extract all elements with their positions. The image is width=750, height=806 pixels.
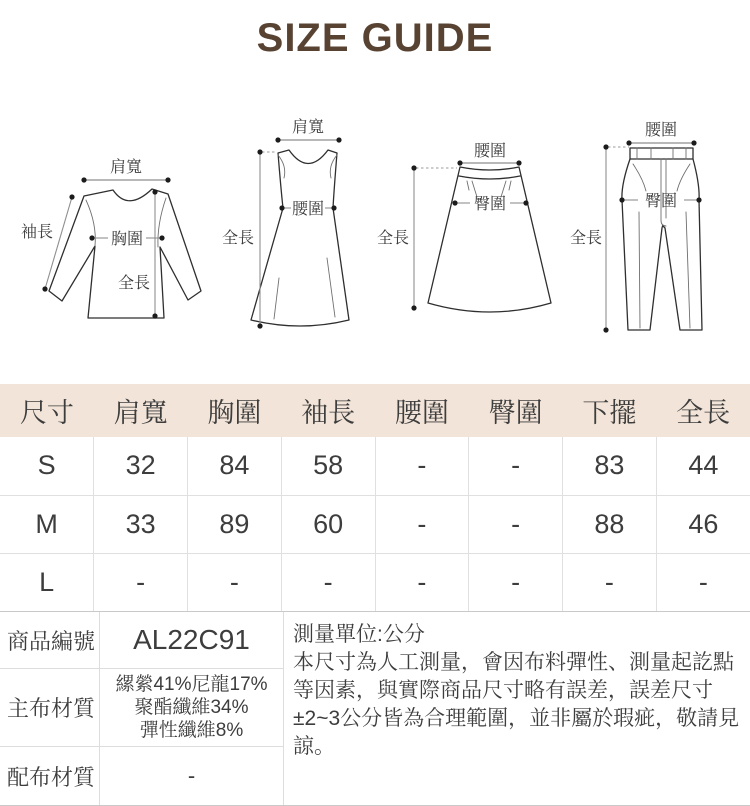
waist-label: 腰圍 — [644, 122, 678, 139]
cell-value: - — [375, 553, 469, 611]
cell-value: - — [375, 437, 469, 495]
header-size: 尺寸 — [0, 384, 94, 437]
sleeve-length-label: 袖長 — [20, 224, 54, 241]
cell-value: 33 — [94, 495, 188, 553]
cell-value: 58 — [281, 437, 375, 495]
measurement-notes — [284, 612, 750, 805]
cell-value: - — [469, 553, 563, 611]
fabric-line: 聚酯纖維34% — [134, 697, 249, 718]
size-table — [0, 384, 750, 611]
header-sleeve-length: 袖長 — [281, 384, 375, 437]
lining-fabric-value: - — [100, 747, 284, 805]
cell-value: 44 — [656, 437, 750, 495]
sleeveless-dress-diagram — [222, 118, 349, 329]
cell-value: 89 — [188, 495, 282, 553]
shoulder-width-label: 肩寬 — [291, 119, 325, 136]
cell-value: 46 — [656, 495, 750, 553]
cell-value: - — [188, 553, 282, 611]
table-row-size-l — [0, 553, 750, 611]
total-length-label: 全長 — [221, 230, 255, 247]
header-hip: 臀圍 — [469, 384, 563, 437]
a-line-skirt-diagram — [377, 142, 551, 312]
cell-value: 88 — [563, 495, 657, 553]
cell-value: 32 — [94, 437, 188, 495]
waist-label: 腰圍 — [291, 201, 325, 218]
measurement-disclaimer: 本尺寸為人工測量，會因布料彈性、測量起訖點等因素，與實際商品尺寸略有誤差，誤差尺寸±2~3公分皆為合理範圍，並非屬於瑕疵，敬請見諒。 — [293, 651, 740, 758]
fabric-line: 縲縈41%尼龍17% — [115, 674, 268, 695]
size-table-header — [0, 384, 750, 437]
header-shoulder-width: 肩寬 — [94, 384, 188, 437]
cell-value: - — [469, 495, 563, 553]
pants-diagram — [570, 121, 702, 333]
main-fabric-value — [100, 669, 284, 747]
total-length-label: 全長 — [376, 230, 410, 247]
cell-value: - — [94, 553, 188, 611]
page-title: SIZE GUIDE — [256, 16, 494, 60]
fabric-line: 彈性纖維8% — [139, 720, 244, 741]
bust-label: 胸圍 — [110, 231, 144, 248]
product-code-label: 商品編號 — [0, 612, 100, 669]
cell-value: 83 — [563, 437, 657, 495]
size-label: L — [0, 553, 94, 611]
product-code-value: AL22C91 — [100, 612, 284, 669]
size-label: S — [0, 437, 94, 495]
long-sleeve-top-diagram — [21, 158, 201, 319]
product-info-section — [0, 611, 750, 806]
total-length-label: 全長 — [117, 275, 151, 292]
cell-value: - — [563, 553, 657, 611]
lining-fabric-label: 配布材質 — [0, 747, 100, 805]
hip-label: 臀圍 — [473, 196, 507, 213]
hip-label: 臀圍 — [644, 193, 678, 210]
shoulder-width-label: 肩寬 — [109, 159, 143, 176]
main-fabric-label: 主布材質 — [0, 669, 100, 747]
cell-value: - — [375, 495, 469, 553]
table-row-size-s — [0, 437, 750, 495]
cell-value: - — [281, 553, 375, 611]
cell-value: - — [469, 437, 563, 495]
garment-diagrams — [0, 64, 750, 384]
cell-value: 84 — [188, 437, 282, 495]
waist-label: 腰圍 — [473, 143, 507, 160]
table-row-size-m — [0, 495, 750, 553]
cell-value: - — [656, 553, 750, 611]
header-bust: 胸圍 — [188, 384, 282, 437]
size-label: M — [0, 495, 94, 553]
header-total-length: 全長 — [656, 384, 750, 437]
header-hem: 下擺 — [563, 384, 657, 437]
header-waist: 腰圍 — [375, 384, 469, 437]
total-length-label: 全長 — [569, 230, 603, 247]
cell-value: 60 — [281, 495, 375, 553]
measurement-unit: 測量單位:公分 — [293, 623, 425, 646]
